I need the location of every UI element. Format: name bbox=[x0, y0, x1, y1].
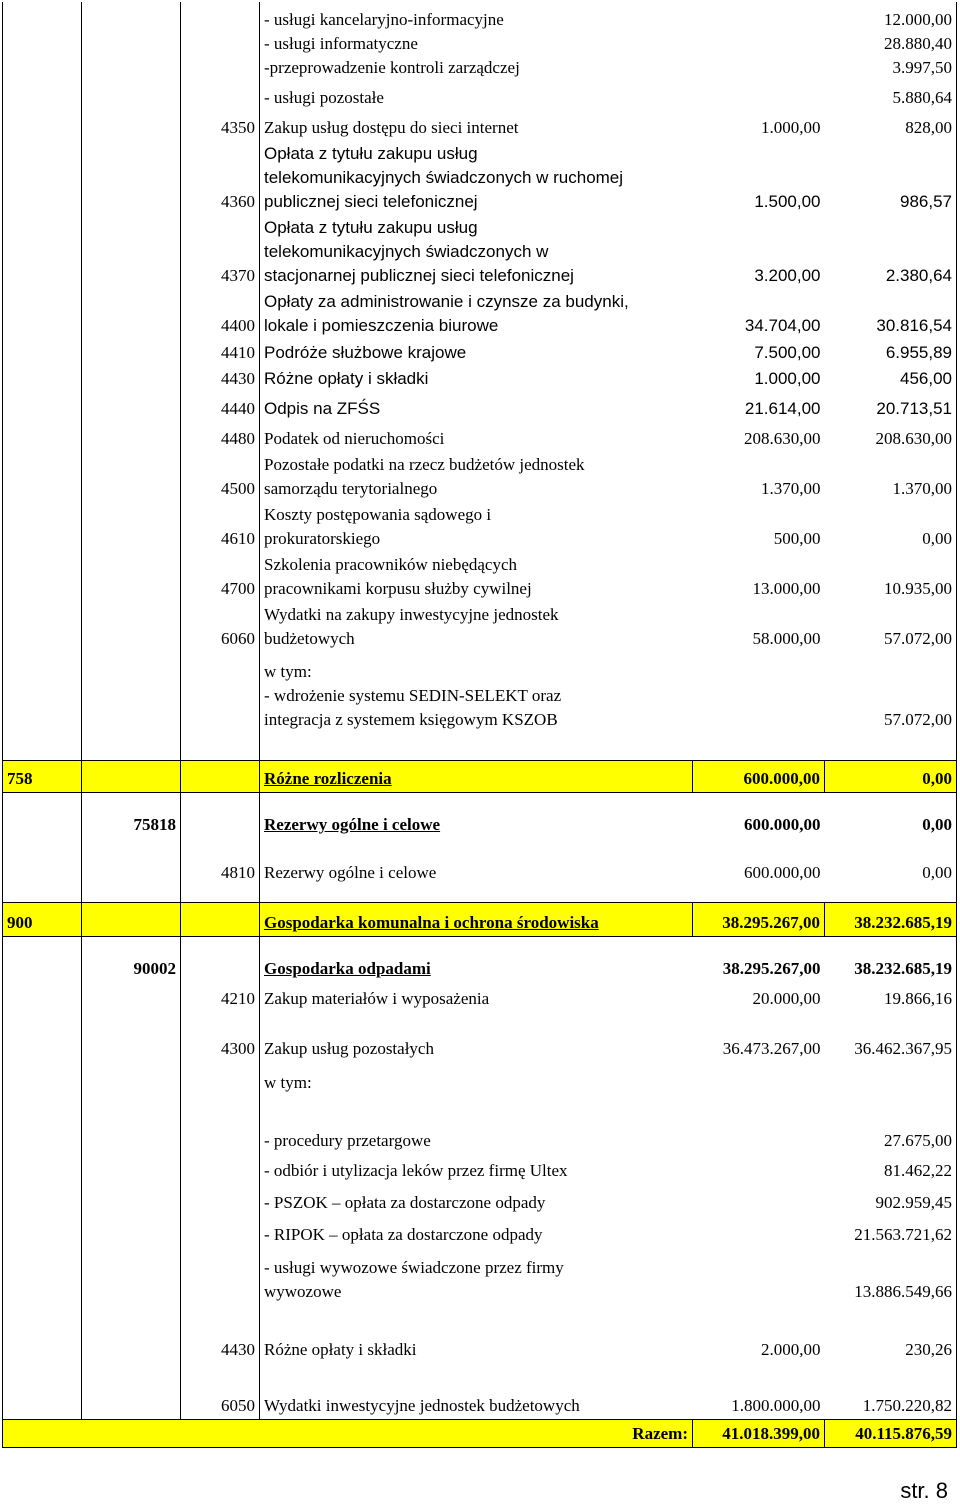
value: 3.997,50 bbox=[892, 58, 952, 77]
plan-value: 500,00 bbox=[773, 529, 821, 548]
dzial-code: 758 bbox=[3, 760, 82, 792]
table-row bbox=[3, 1216, 957, 1248]
value: 208.630,00 bbox=[825, 422, 957, 452]
line-item: Szkolenia pracowników niebędących bbox=[264, 555, 518, 574]
rozdzial-code: 75818 bbox=[82, 808, 181, 838]
spacer-row bbox=[3, 738, 957, 760]
paragraph-code: 4370 bbox=[181, 215, 260, 289]
paragraph-code: 4500 bbox=[181, 452, 260, 502]
line-item: stacjonarnej publicznej sieci telefonicznej bbox=[264, 266, 574, 285]
value: 13.886.549,66 bbox=[825, 1248, 957, 1305]
plan-value: 600.000,00 bbox=[744, 815, 821, 834]
plan-value: 36.473.267,00 bbox=[722, 1039, 821, 1058]
table-row bbox=[3, 366, 957, 392]
line-item: - usługi kancelaryjno-informacyjne bbox=[264, 10, 504, 29]
plan-value: 600.000,00 bbox=[693, 760, 825, 792]
value: 902.959,45 bbox=[825, 1184, 957, 1216]
paragraph-code: 4210 bbox=[181, 982, 260, 1012]
paragraph-code: 4810 bbox=[181, 856, 260, 886]
line-item: - PSZOK – opłata za dostarczone odpady bbox=[260, 1184, 693, 1216]
table-row bbox=[3, 215, 957, 289]
line-item: telekomunikacyjnych świadczonych w bbox=[264, 242, 549, 261]
table-row bbox=[3, 1248, 957, 1305]
page-number: str. 8 bbox=[900, 1478, 948, 1503]
value: 828,00 bbox=[825, 111, 957, 141]
value: 1.370,00 bbox=[825, 452, 957, 502]
section-title: Gospodarka odpadami bbox=[260, 952, 693, 982]
plan-value: 38.295.267,00 bbox=[722, 959, 821, 978]
value: 38.232.685,19 bbox=[825, 902, 957, 936]
value: 5.880,64 bbox=[825, 81, 957, 111]
line-item: Rezerwy ogólne i celowe bbox=[260, 856, 693, 886]
line-item: Opłata z tytułu zakupu usług bbox=[264, 144, 478, 163]
spacer-row bbox=[3, 936, 957, 952]
table-row bbox=[3, 422, 957, 452]
section-row-rozdzial-75818 bbox=[3, 808, 957, 838]
line-item: - usługi informatyczne bbox=[264, 34, 418, 53]
table-row bbox=[3, 111, 957, 141]
line-item: samorządu terytorialnego bbox=[264, 479, 438, 498]
plan-value: 1.370,00 bbox=[761, 479, 821, 498]
paragraph-code: 4480 bbox=[181, 422, 260, 452]
line-item: Koszty postępowania sądowego i bbox=[264, 505, 492, 524]
plan-value: 208.630,00 bbox=[744, 429, 821, 448]
section-title: Gospodarka komunalna i ochrona środowiska bbox=[260, 902, 693, 936]
spacer-row bbox=[3, 838, 957, 856]
line-item: Podatek od nieruchomości bbox=[260, 422, 693, 452]
total-row bbox=[3, 1419, 957, 1447]
table-row bbox=[3, 2, 957, 81]
line-item: Odpis na ZFŚS bbox=[260, 392, 693, 422]
value: 1.750.220,82 bbox=[825, 1363, 957, 1419]
line-item: - wdrożenie systemu SEDIN-SELEKT oraz bbox=[264, 686, 562, 705]
line-item: Wydatki inwestycyjne jednostek budżetowych bbox=[260, 1363, 693, 1419]
line-item: - RIPOK – opłata za dostarczone odpady bbox=[260, 1216, 693, 1248]
value: 230,26 bbox=[825, 1305, 957, 1363]
table-row bbox=[3, 392, 957, 422]
paragraph-code: 4400 bbox=[181, 289, 260, 339]
total-value: 40.115.876,59 bbox=[825, 1419, 957, 1447]
line-item: Zakup usług dostępu do sieci internet bbox=[260, 111, 693, 141]
line-item: wywozowe bbox=[264, 1282, 342, 1301]
line-item: Pozostałe podatki na rzecz budżetów jednostek bbox=[264, 455, 585, 474]
total-plan-value: 41.018.399,00 bbox=[693, 1419, 825, 1447]
value: 19.866,16 bbox=[825, 982, 957, 1012]
paragraph-code: 4410 bbox=[181, 339, 260, 366]
table-row bbox=[3, 141, 957, 215]
paragraph-code: 4300 bbox=[181, 1012, 260, 1062]
line-item: Wydatki na zakupy inwestycyjne jednostek bbox=[264, 605, 559, 624]
table-row bbox=[3, 552, 957, 602]
value: 12.000,00 bbox=[884, 10, 952, 29]
value: 0,00 bbox=[825, 502, 957, 552]
dzial-code: 900 bbox=[3, 902, 82, 936]
paragraph-code: 6060 bbox=[181, 602, 260, 652]
value: 21.563.721,62 bbox=[825, 1216, 957, 1248]
value: 57.072,00 bbox=[825, 652, 957, 738]
line-item: - procedury przetargowe bbox=[260, 1096, 693, 1154]
plan-value: 1.500,00 bbox=[754, 192, 821, 211]
table-row bbox=[3, 1363, 957, 1419]
plan-value: 600.000,00 bbox=[744, 863, 821, 882]
line-item: lokale i pomieszczenia biurowe bbox=[264, 316, 499, 335]
line-item: publicznej sieci telefonicznej bbox=[264, 192, 478, 211]
line-item: - usługi pozostałe bbox=[260, 81, 693, 111]
line-item: Opłata z tytułu zakupu usług bbox=[264, 218, 478, 237]
value: 0,00 bbox=[825, 808, 957, 838]
table-row bbox=[3, 452, 957, 502]
line-item: telekomunikacyjnych świadczonych w ruchomej bbox=[264, 168, 624, 187]
table-row bbox=[3, 289, 957, 339]
table-row bbox=[3, 502, 957, 552]
line-item: prokuratorskiego bbox=[264, 529, 381, 548]
section-title: Różne rozliczenia bbox=[260, 760, 693, 792]
plan-value: 1.800.000,00 bbox=[731, 1395, 821, 1415]
value: 2.380,64 bbox=[825, 215, 957, 289]
plan-value: 7.500,00 bbox=[754, 343, 821, 362]
line-item: Różne opłaty i składki bbox=[260, 1305, 693, 1363]
plan-value: 58.000,00 bbox=[752, 629, 821, 648]
value: 20.713,51 bbox=[825, 392, 957, 422]
line-item: w tym: bbox=[260, 1062, 693, 1096]
plan-value: 34.704,00 bbox=[744, 316, 821, 335]
table-row bbox=[3, 1096, 957, 1154]
table-row bbox=[3, 652, 957, 738]
value: 0,00 bbox=[825, 856, 957, 886]
budget-table bbox=[2, 2, 957, 1448]
table-row bbox=[3, 982, 957, 1012]
line-item: Zakup usług pozostałych bbox=[260, 1012, 693, 1062]
spacer-row bbox=[3, 886, 957, 902]
value: 81.462,22 bbox=[825, 1154, 957, 1184]
plan-value: 13.000,00 bbox=[752, 579, 821, 598]
total-label: Razem: bbox=[3, 1419, 693, 1447]
line-item: - odbiór i utylizacja leków przez firmę Ultex bbox=[260, 1154, 693, 1184]
value: 28.880,40 bbox=[884, 34, 952, 53]
paragraph-code: 4350 bbox=[181, 111, 260, 141]
value: 38.232.685,19 bbox=[825, 952, 957, 982]
value: 456,00 bbox=[825, 366, 957, 392]
line-item: w tym: bbox=[264, 662, 312, 681]
plan-value: 2.000,00 bbox=[761, 1340, 821, 1359]
table-row bbox=[3, 1184, 957, 1216]
plan-value: 21.614,00 bbox=[744, 399, 821, 418]
line-item: Podróże służbowe krajowe bbox=[260, 339, 693, 366]
value: 27.675,00 bbox=[825, 1096, 957, 1154]
table-row bbox=[3, 1012, 957, 1062]
plan-value: 1.000,00 bbox=[761, 118, 821, 137]
value: 986,57 bbox=[825, 141, 957, 215]
table-row bbox=[3, 1062, 957, 1096]
value: 6.955,89 bbox=[825, 339, 957, 366]
rozdzial-code: 90002 bbox=[82, 952, 181, 982]
line-item: Różne opłaty i składki bbox=[260, 366, 693, 392]
table-row bbox=[3, 1154, 957, 1184]
paragraph-code: 4360 bbox=[181, 141, 260, 215]
plan-value: 20.000,00 bbox=[752, 989, 821, 1008]
paragraph-code: 4440 bbox=[181, 392, 260, 422]
table-row bbox=[3, 81, 957, 111]
line-item: budżetowych bbox=[264, 629, 355, 648]
table-row bbox=[3, 856, 957, 886]
table-row bbox=[3, 1305, 957, 1363]
paragraph-code: 4610 bbox=[181, 502, 260, 552]
table-row bbox=[3, 602, 957, 652]
line-item: - usługi wywozowe świadczone przez firmy bbox=[264, 1258, 564, 1277]
paragraph-code: 4430 bbox=[181, 366, 260, 392]
section-title: Rezerwy ogólne i celowe bbox=[260, 808, 693, 838]
plan-value: 38.295.267,00 bbox=[693, 902, 825, 936]
value: 10.935,00 bbox=[825, 552, 957, 602]
section-row-rozdzial-90002 bbox=[3, 952, 957, 982]
value: 36.462.367,95 bbox=[825, 1012, 957, 1062]
section-row-dzial-758 bbox=[3, 760, 957, 792]
line-item: Opłaty za administrowanie i czynsze za budynki, bbox=[264, 292, 629, 311]
value: 57.072,00 bbox=[825, 602, 957, 652]
paragraph-code: 6050 bbox=[181, 1363, 260, 1419]
line-item: pracownikami korpusu służby cywilnej bbox=[264, 579, 532, 598]
value: 0,00 bbox=[825, 760, 957, 792]
line-item: -przeprowadzenie kontroli zarządczej bbox=[264, 58, 520, 77]
section-row-dzial-900 bbox=[3, 902, 957, 936]
paragraph-code: 4430 bbox=[181, 1305, 260, 1363]
paragraph-code: 4700 bbox=[181, 552, 260, 602]
value: 30.816,54 bbox=[825, 289, 957, 339]
line-item: Zakup materiałów i wyposażenia bbox=[260, 982, 693, 1012]
spacer-row bbox=[3, 792, 957, 808]
line-item: integracja z systemem księgowym KSZOB bbox=[264, 710, 558, 729]
plan-value: 1.000,00 bbox=[754, 369, 821, 388]
table-row bbox=[3, 339, 957, 366]
plan-value: 3.200,00 bbox=[754, 266, 821, 285]
